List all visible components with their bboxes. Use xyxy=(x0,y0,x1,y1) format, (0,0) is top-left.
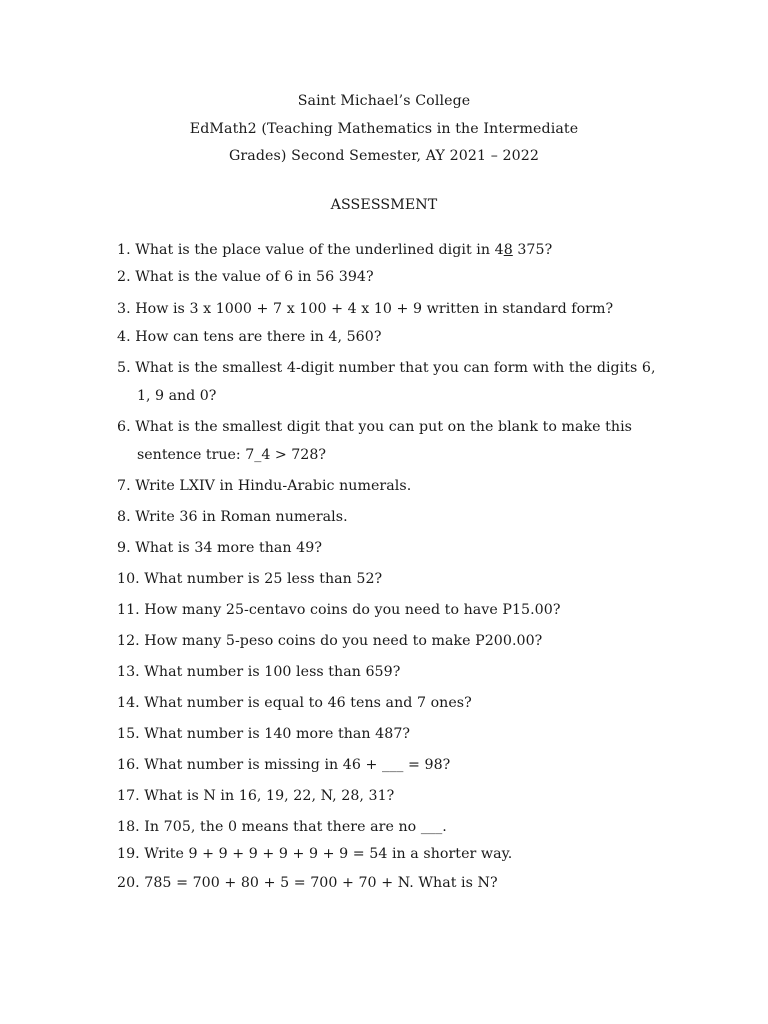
question-item xyxy=(117,695,472,711)
question-number: 10. xyxy=(117,571,140,587)
question-number: 4. xyxy=(117,329,131,345)
question-number: 17. xyxy=(117,788,140,804)
question-text: In 705, the 0 means that there are no ___. xyxy=(144,819,447,835)
question-item xyxy=(117,633,542,649)
question-text: What number is equal to 46 tens and 7 ones? xyxy=(144,695,472,711)
assessment-title: ASSESSMENT xyxy=(330,197,438,213)
question-item xyxy=(117,875,498,891)
question-number: 12. xyxy=(117,633,140,649)
underlined-digit: 8 xyxy=(503,242,513,258)
question-number: 3. xyxy=(117,301,131,317)
question-number: 2. xyxy=(117,269,131,285)
question-item xyxy=(117,301,613,317)
question-text-before: What is the place value of the underlined digit in 4 xyxy=(135,242,504,258)
question-item xyxy=(117,788,394,804)
question-item xyxy=(117,242,552,258)
question-item xyxy=(117,602,560,618)
question-number: 20. xyxy=(117,875,140,891)
question-text: What number is 25 less than 52? xyxy=(144,571,383,587)
question-text: How many 5-peso coins do you need to make P200.00? xyxy=(144,633,543,649)
course-title-line-2: Grades) Second Semester, AY 2021 – 2022 xyxy=(228,148,540,164)
question-item xyxy=(117,571,382,587)
question-text: Write 36 in Roman numerals. xyxy=(135,509,348,525)
school-name: Saint Michael’s College xyxy=(297,93,471,109)
question-text: What is the value of 6 in 56 394? xyxy=(135,269,374,285)
question-number: 9. xyxy=(117,540,131,556)
question-number: 15. xyxy=(117,726,140,742)
question-number: 16. xyxy=(117,757,140,773)
question-number: 8. xyxy=(117,509,131,525)
question-number: 5. xyxy=(117,360,131,376)
question-text: What is the smallest 4-digit number that you can form with the digits 6, xyxy=(135,360,656,376)
question-text: What is N in 16, 19, 22, N, 28, 31? xyxy=(144,788,395,804)
question-text: What number is 140 more than 487? xyxy=(144,726,411,742)
question-number: 7. xyxy=(117,478,131,494)
question-text: What number is missing in 46 + ___ = 98? xyxy=(144,757,451,773)
question-item xyxy=(117,509,348,525)
question-item xyxy=(117,664,400,680)
question-continuation: sentence true: 7_4 > 728? xyxy=(137,447,326,463)
question-number: 14. xyxy=(117,695,140,711)
question-text: Write 9 + 9 + 9 + 9 + 9 + 9 = 54 in a shorter way. xyxy=(144,846,513,862)
question-number: 6. xyxy=(117,419,131,435)
question-text: How can tens are there in 4, 560? xyxy=(135,329,382,345)
question-text: How many 25-centavo coins do you need to have P15.00? xyxy=(144,602,561,618)
question-item xyxy=(117,360,656,376)
question-number: 13. xyxy=(117,664,140,680)
question-item xyxy=(117,819,447,835)
question-item xyxy=(117,419,632,435)
question-number: 18. xyxy=(117,819,140,835)
question-item xyxy=(117,540,322,556)
question-text-after: 375? xyxy=(512,242,553,258)
question-text: Write LXIV in Hindu-Arabic numerals. xyxy=(135,478,412,494)
question-item xyxy=(117,726,410,742)
question-text: 785 = 700 + 80 + 5 = 700 + 70 + N. What is N? xyxy=(144,875,498,891)
question-text: What is 34 more than 49? xyxy=(135,540,322,556)
question-text: What number is 100 less than 659? xyxy=(144,664,401,680)
question-item xyxy=(117,846,512,862)
question-number: 11. xyxy=(117,602,140,618)
course-title-line-1: EdMath2 (Teaching Mathematics in the Intermediate xyxy=(189,121,579,137)
question-item xyxy=(117,757,450,773)
question-item xyxy=(117,478,411,494)
question-item xyxy=(117,329,381,345)
question-continuation: 1, 9 and 0? xyxy=(137,388,217,404)
question-item xyxy=(117,269,374,285)
question-number: 19. xyxy=(117,846,140,862)
question-number: 1. xyxy=(117,242,131,258)
question-text: How is 3 x 1000 + 7 x 100 + 4 x 10 + 9 written in standard form? xyxy=(135,301,614,317)
question-text: What is the smallest digit that you can put on the blank to make this xyxy=(135,419,632,435)
